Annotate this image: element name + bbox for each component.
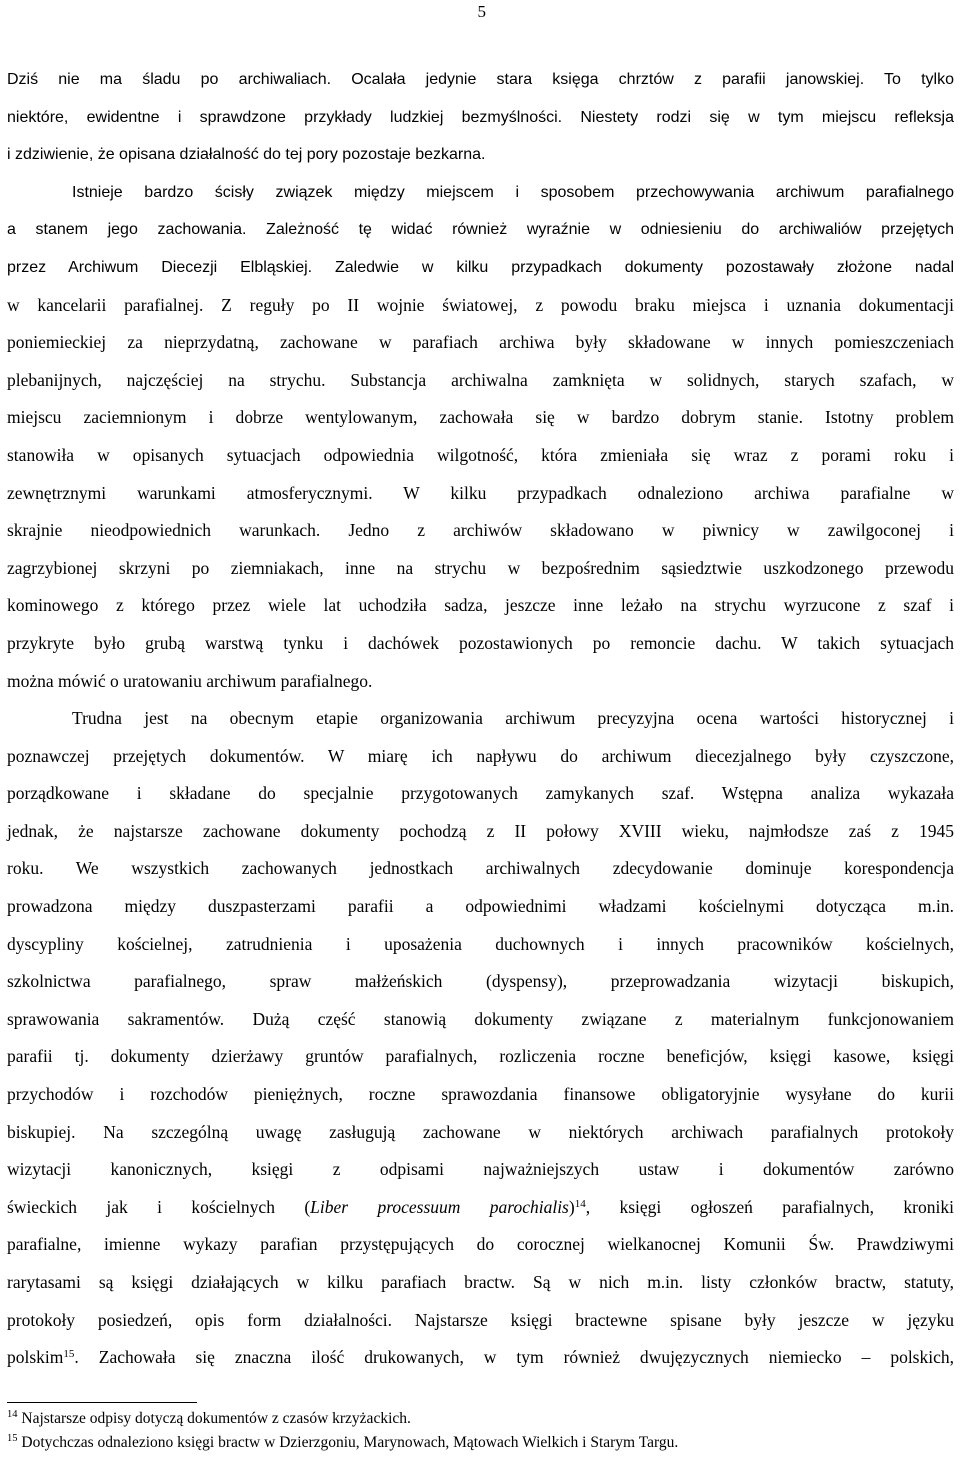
text-line: niektóre, ewidentne i sprawdzone przykłady ludzkiej bezmyślności. Niestety rodzi się w tym miejscu refleksja <box>7 108 954 126</box>
footnote-mark: 15 <box>7 1433 18 1444</box>
text-line: szkolnictwa parafialnego, spraw małżeńskich (dyspensy), przeprowadzania wizytacji biskupich, <box>7 971 954 992</box>
text-line: przykryte było grubą warstwą tynku i dachówek pozostawionych po remoncie dachu. W takich sytuacjach <box>7 632 954 653</box>
body-text <box>7 61 954 1377</box>
text-line: wizytacji kanonicznych, księgi z odpisami najważniejszych ustaw i dokumentów zarówno <box>7 1159 954 1180</box>
text-line: roku. We wszystkich zachowanych jednostkach archiwalnych zdecydowanie dominuje korespondencja <box>7 858 954 879</box>
text-line: miejscu zaciemnionym i dobrze wentylowanym, zachowała się w bardzo dobrym stanie. Istotny problem <box>7 407 954 428</box>
text-line: biskupiej. Na szczególną uwagę zasługują zachowane w niektórych archiwach parafialnych protokoły <box>7 1121 954 1142</box>
text-line: Trudna jest na obecnym etapie organizowania archiwum precyzyjna ocena wartości historycznej i <box>72 708 954 729</box>
text-line: dyscypliny kościelnej, zatrudnienia i uposażenia duchownych i innych pracowników kościelnych, <box>7 933 954 954</box>
footnote-mark: 14 <box>7 1409 18 1420</box>
line-text: polskim <box>7 1347 64 1368</box>
text-line: można mówić o uratowaniu archiwum parafialnego. <box>7 670 373 691</box>
text-line-footnote-14 <box>7 1189 954 1227</box>
text-line: plebanijnych, najczęściej na strychu. Substancja archiwalna zamknięta w solidnych, starych szafach, w <box>7 369 954 390</box>
text-line: parafialne, imienne wykazy parafian przystępujących do corocznej wielkanocnej Komunii Św. Prawdziwymi <box>7 1234 954 1255</box>
text-line: Dziś nie ma śladu po archiwaliach. Ocalała jedynie stara księga chrztów z parafii janowskiej. To tylko <box>7 71 954 88</box>
text-line: i zdziwienie, że opisana działalność do tej pory pozostaje bezkarna. <box>7 146 486 164</box>
text-line: poznawczej przejętych dokumentów. W miarę ich napływu do archiwum diecezjalnego były czyszczone, <box>7 745 954 766</box>
text-line: przychodów i rozchodów pieniężnych, roczne sprawozdania finansowe obligatoryjnie wysyłane do kurii <box>7 1084 954 1105</box>
text-line: w kancelarii parafialnej. Z reguły po II wojnie światowej, z powodu braku miejsca i uznania dokumentacji <box>7 294 954 315</box>
footnote-separator <box>7 1402 197 1403</box>
text-line: Istnieje bardzo ścisły związek między miejscem i sposobem przechowywania archiwum parafialnego <box>72 183 954 201</box>
text-line: przez Archiwum Diecezji Elbląskiej. Zaledwie w kilku przypadkach dokumenty pozostawały złożone nadal <box>7 258 954 276</box>
text-line: zagrzybionej skrzyni po ziemniakach, inne na strychu w bezpośrednim sąsiedztwie uszkodzonego przewodu <box>7 557 954 578</box>
text-line-footnote-15 <box>7 1339 954 1377</box>
text-line: prowadzona między duszpasterzami parafii a odpowiednimi władzami kościelnymi dotycząca m.in. <box>7 896 954 917</box>
text-line: rarytasami są księgi działających w kilku parafiach bractw. Są w nich m.in. listy członków bractw, statuty, <box>7 1272 954 1292</box>
footnote-text: Dotychczas odnaleziono księgi bractw w Dzierzgoniu, Marynowach, Mątowach Wielkich i Starym Targu. <box>17 1434 679 1451</box>
text-line: skrajnie nieodpowiednich warunkach. Jedno z archiwów składowano w piwnicy w zawilgoconej i <box>7 520 954 541</box>
text-line: jednak, że najstarsze zachowane dokumenty pochodzą z II połowy XVIII wieku, najmłodsze zaś z 1945 <box>7 820 954 841</box>
line-text: ) <box>568 1196 575 1217</box>
text-line: porządkowane i składane do specjalnie przygotowanych zamykanych szaf. Wstępna analiza wykazała <box>7 783 954 804</box>
paragraph-lines <box>7 61 954 1189</box>
line-text: . Zachowała się znaczna ilość drukowanych, w tym również dwujęzycznych niemiecko – polskich, <box>74 1347 954 1368</box>
footnote-14 <box>7 1407 954 1431</box>
footnote-ref-15[interactable]: 15 <box>63 1348 75 1361</box>
footnotes <box>7 1407 954 1455</box>
footnote-text: Najstarsze odpisy dotyczą dokumentów z czasów krzyżackich. <box>17 1410 411 1427</box>
page-number: 5 <box>477 2 486 21</box>
text-line: sprawowania sakramentów. Dużą część stanowią dokumenty związane z materialnym funkcjonowaniem <box>7 1008 954 1029</box>
text-line: stanowiła w opisanych sytuacjach odpowiednia wilgotność, która zmieniała się wraz z porami roku i <box>7 444 954 465</box>
text-line: a stanem jego zachowania. Zależność tę widać również wyraźnie w odniesieniu do archiwaliów przejętych <box>7 221 954 239</box>
text-line: parafii tj. dokumenty dzierżawy gruntów parafialnych, rozliczenia roczne beneficjów, księgi kasowe, księgi <box>7 1046 954 1067</box>
footnote-15 <box>7 1431 954 1455</box>
paragraph-lines <box>7 1226 954 1339</box>
text-line: kominowego z którego przez wiele lat uchodziła sadza, jeszcze inne leżało na strychu wyrzucone z szaf i <box>7 595 954 616</box>
text-line: protokoły posiedzeń, opis form działalności. Najstarsze księgi bractewne spisane były jeszcze w języku <box>7 1309 954 1330</box>
text-line: poniemieckiej za nieprzydatną, zachowane w parafiach archiwa były składowane w innych pomieszczeniach <box>7 332 954 353</box>
italic-title: Liber processuum parochialis <box>310 1196 569 1217</box>
text-line: zewnętrznymi warunkami atmosferycznymi. W kilku przypadkach odnaleziono archiwa parafialne w <box>7 482 954 503</box>
line-text: , księgi ogłoszeń parafialnych, kroniki <box>585 1196 954 1217</box>
line-text: świeckich jak i kościelnych ( <box>7 1196 311 1217</box>
footnote-ref-14[interactable]: 14 <box>574 1197 586 1210</box>
